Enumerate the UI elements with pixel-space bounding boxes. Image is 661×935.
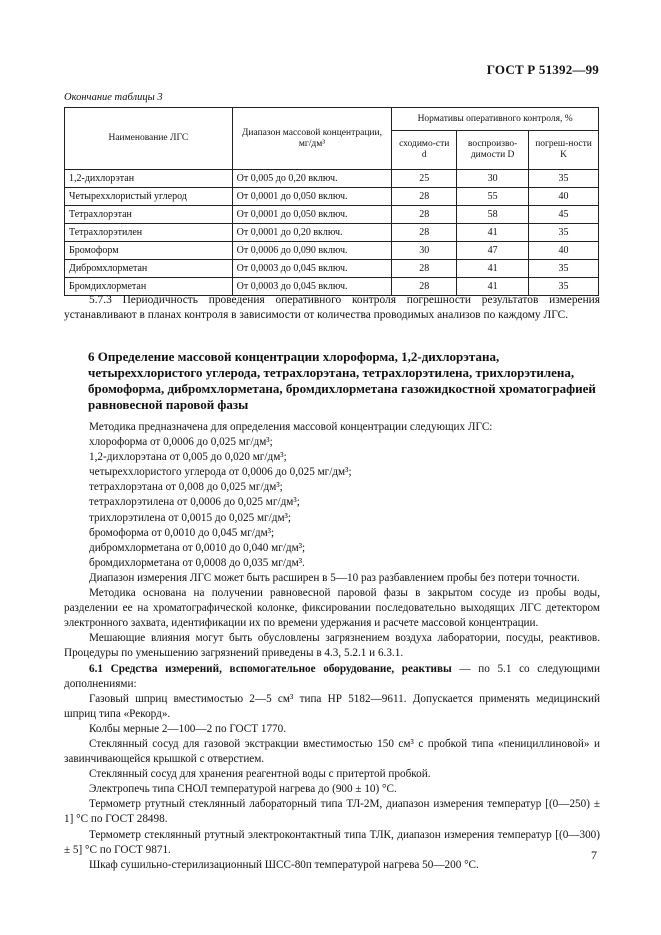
section-6-body: [64, 420, 600, 873]
cell-d: 28: [392, 224, 457, 242]
furnace-text: Электропечь типа СНОЛ температурой нагрева до (900 ± 10) °С.: [89, 783, 397, 796]
cell-K: 35: [529, 170, 599, 188]
cell-D: 58: [457, 206, 529, 224]
cell-D: 41: [457, 224, 529, 242]
vessel-text: Стеклянный сосуд для газовой экстракции вместимостью 150 см³ с пробкой типа «пенициллиновой» и завинчивающейся крышкой с отверстием.: [64, 737, 600, 766]
section-6-title: 6 Определение массовой концентрации хлороформа, 1,2-дихлорэтана, четыреххлористого углерода, тетрахлорэтана, тетрахлорэтилена, трихлорэтилена, бромоформа, дибромхлорметана, бромдихлорметана газожидкостной хроматографией равновесной паровой фазы: [88, 349, 596, 412]
list-item: трихлорэтилена от 0,0015 до 0,025 мг/дм³;: [89, 511, 291, 524]
cell-d: 25: [392, 170, 457, 188]
cell-range: От 0,0001 до 0,20 включ.: [232, 224, 392, 242]
cell-K: 35: [529, 260, 599, 278]
cell-K: 35: [529, 224, 599, 242]
header-norms: Нормативы оперативного контроля, %: [392, 108, 599, 131]
method-text: Методика основана на получении равновесной паровой фазы в закрытом сосуде из пробы воды, разделении ее на хроматографической колонке, фиксировании последовательно выходящих ЛГС детектором электронного захвата, идентификации их по времени удержания и расчете массовой концентрации.: [64, 587, 600, 630]
cell-range: От 0,0003 до 0,045 включ.: [232, 260, 392, 278]
list-item: дибромхлорметана от 0,0010 до 0,040 мг/дм³;: [89, 541, 306, 554]
cell-range: От 0,0003 до 0,045 включ.: [232, 278, 392, 296]
cell-K: 45: [529, 206, 599, 224]
cell-range: От 0,005 до 0,20 включ.: [232, 170, 392, 188]
paragraph-5-7-3: 5.7.3 Периодичность проведения оперативного контроля погрешности результатов измерения устанавливают в планах контроля в зависимости от количества проводимых анализов по каждому ЛГС.: [64, 294, 600, 321]
cell-d: 28: [392, 278, 457, 296]
cell-D: 41: [457, 260, 529, 278]
subsection-6-1: 6.1 Средства измерений, вспомогательное оборудование, реактивы — по 5.1 со следующими дополнениями:: [64, 662, 600, 690]
cell-range: От 0,0001 до 0,050 включ.: [232, 188, 392, 206]
cell-d: 28: [392, 260, 457, 278]
cell-range: От 0,0006 до 0,090 включ.: [232, 242, 392, 260]
page-number: 7: [591, 848, 597, 862]
cell-K: 40: [529, 188, 599, 206]
table-row: [65, 242, 599, 260]
list-item: бромдихлорметана от 0,0008 до 0,035 мг/дм³.: [89, 556, 305, 569]
norms-table: [64, 107, 599, 296]
substance-list: [64, 435, 600, 571]
table-row: [65, 206, 599, 224]
thermometer1-text: Термометр ртутный стеклянный лабораторный типа ТЛ-2М, диапазон измерения температур [(0—250) ± 1] °С по ГОСТ 28498.: [64, 798, 600, 826]
cell-d: 28: [392, 206, 457, 224]
cabinet-text: Шкаф сушильно-стерилизационный ШСС-80п температурой нагрева 50—200 °С.: [89, 858, 479, 871]
syringe-text: Газовый шприц вместимостью 2—5 см³ типа НР 5182—9611. Допускается применять медицинский шприц типа «Рекорд».: [64, 692, 600, 720]
cell-range: От 0,0001 до 0,050 включ.: [232, 206, 392, 224]
cell-K: 35: [529, 278, 599, 296]
cell-d: 30: [392, 242, 457, 260]
list-item: тетрахлорэтана от 0,008 до 0,025 мг/дм³;: [89, 481, 283, 494]
cell-name: 1,2-дихлорэтан: [65, 170, 233, 188]
table-row: [65, 188, 599, 206]
document-header: ГОСТ Р 51392—99: [486, 62, 599, 77]
vessel2-text: Стеклянный сосуд для хранения реагентной воды с притертой пробкой.: [89, 768, 431, 781]
cell-name: Дибромхлорметан: [65, 260, 233, 278]
list-item: хлороформа от 0,0006 до 0,025 мг/дм³;: [89, 436, 273, 449]
list-item: тетрахлорэтилена от 0,0006 до 0,025 мг/дм³;: [89, 496, 300, 509]
cell-name: Бромоформ: [65, 242, 233, 260]
cell-name: Четыреххлористый углерод: [65, 188, 233, 206]
cell-d: 28: [392, 188, 457, 206]
thermometer2-text: Термометр стеклянный ртутный электроконтактный типа ТЛК, диапазон измерения температур [(0—300) ± 5] °С по ГОСТ 9871.: [64, 828, 600, 856]
cell-D: 47: [457, 242, 529, 260]
cell-name: Бромдихлорметан: [65, 278, 233, 296]
cell-name: Тетрахлорэтилен: [65, 224, 233, 242]
header-name: Наименование ЛГС: [65, 108, 233, 170]
intro-text: Методика предназначена для определения массовой концентрации следующих ЛГС:: [89, 421, 493, 433]
cell-D: 55: [457, 188, 529, 206]
cell-K: 40: [529, 242, 599, 260]
list-item: 1,2-дихлорэтана от 0,005 до 0,020 мг/дм³;: [89, 451, 287, 464]
header-d: сходимо-сти d: [392, 131, 457, 170]
table-caption: Окончание таблицы 3: [64, 92, 163, 103]
interference-text: Мешающие влияния могут быть обусловлены загрязнением воздуха лаборатории, посуды, реактивов. Процедуры по уменьшению загрязнений приведены в 4.3, 5.2.1 и 6.3.1.: [64, 632, 600, 660]
range-text: Диапазон измерения ЛГС может быть расширен в 5—10 раз разбавлением пробы без потери точности.: [89, 571, 580, 584]
cell-D: 41: [457, 278, 529, 296]
header-range: Диапазон массовой концентрации, мг/дм³: [232, 108, 392, 170]
table-row: [65, 224, 599, 242]
list-item: четыреххлористого углерода от 0,0006 до 0,025 мг/дм³;: [89, 466, 352, 479]
table-row: [65, 260, 599, 278]
table-row: [65, 170, 599, 188]
flasks-text: Колбы мерные 2—100—2 по ГОСТ 1770.: [89, 722, 287, 735]
header-K: погреш-ности K: [529, 131, 599, 170]
header-D: воспроизво-димости D: [457, 131, 529, 170]
list-item: бромоформа от 0,0010 до 0,045 мг/дм³;: [89, 526, 275, 539]
cell-D: 30: [457, 170, 529, 188]
cell-name: Тетрахлорэтан: [65, 206, 233, 224]
